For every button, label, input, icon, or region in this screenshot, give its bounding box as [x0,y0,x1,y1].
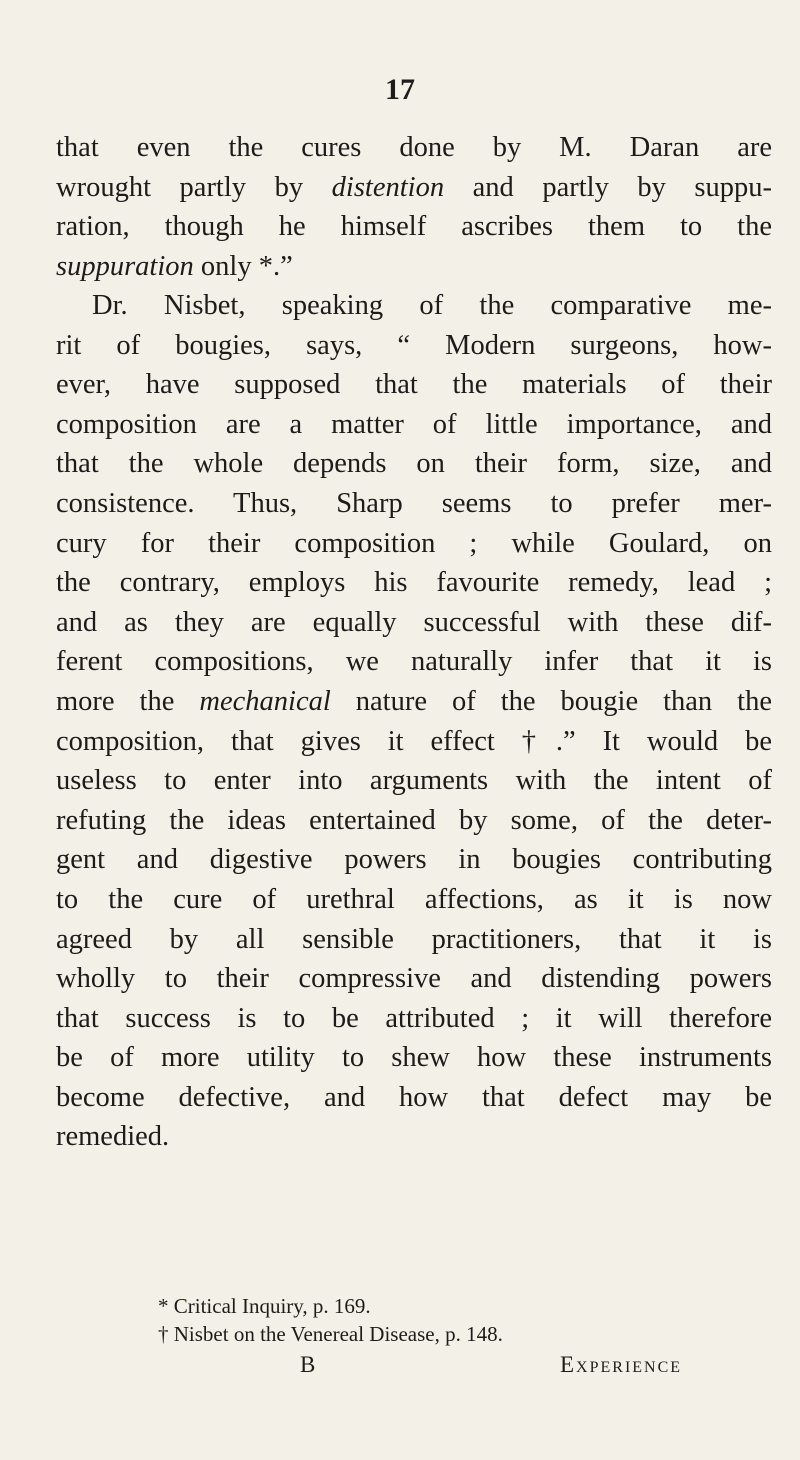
text-line: useless to enter into arguments with the intent of [56,765,772,797]
text-line: ever, have supposed that the materials of their [56,369,772,401]
text-line: rit of bougies, says, “ Modern surgeons, how- [56,329,772,361]
text-line: ferent compositions, we naturally infer that it is [56,646,772,678]
text-line: wholly to their compressive and distending powers [56,963,772,995]
text-line: more the mechanical nature of the bougie than the [56,685,772,717]
text-line: and as they are equally successful with these dif- [56,606,772,638]
text-line: the contrary, employs his favourite remedy, lead ; [56,567,772,599]
text-line: Dr. Nisbet, speaking of the comparative me- [92,290,772,321]
text-line: that success is to be attributed ; it will therefore [56,1002,772,1034]
text-line: remedied. [56,1121,170,1153]
text-line: agreed by all sensible practitioners, that it is [56,923,772,955]
text-line: to the cure of urethral affections, as it is now [56,883,772,915]
paragraph-1 [56,128,772,286]
text-line: refuting the ideas entertained by some, of the deter- [56,804,772,836]
paragraph-2 [56,286,772,1157]
text-line: be of more utility to shew how these instruments [56,1042,772,1074]
text-line: wrought partly by distention and partly by suppu- [56,171,773,203]
text-line: that the whole depends on their form, size, and [56,448,772,480]
text-line: ration, though he himself ascribes them to the [56,211,772,243]
footnote: * Critical Inquiry, p. 169. [158,1294,371,1318]
catchword: Experience [560,1352,683,1377]
text-line: cury for their composition ; while Goulard, on [56,527,772,559]
emphasis: distention [331,171,445,203]
text-line: suppuration only *.” [56,250,293,282]
emphasis: mechanical [199,685,331,717]
footnotes [158,1292,758,1348]
text-line: gent and digestive powers in bougies contributing [56,844,772,876]
text-line: composition are a matter of little importance, and [56,408,772,440]
signature-mark: B [300,1352,316,1377]
page-number: 17 [385,73,415,106]
text-line: that even the cures done by M. Daran are [56,132,772,163]
emphasis: suppuration [56,250,194,282]
text-line: consistence. Thus, Sharp seems to prefer mer- [56,487,772,519]
footnote: † Nisbet on the Venereal Disease, p. 148. [158,1322,503,1346]
text-line: composition, that gives it effect †.” It would be [56,725,772,757]
text-line: become defective, and how that defect may be [56,1081,772,1113]
page-footer [0,1350,800,1386]
